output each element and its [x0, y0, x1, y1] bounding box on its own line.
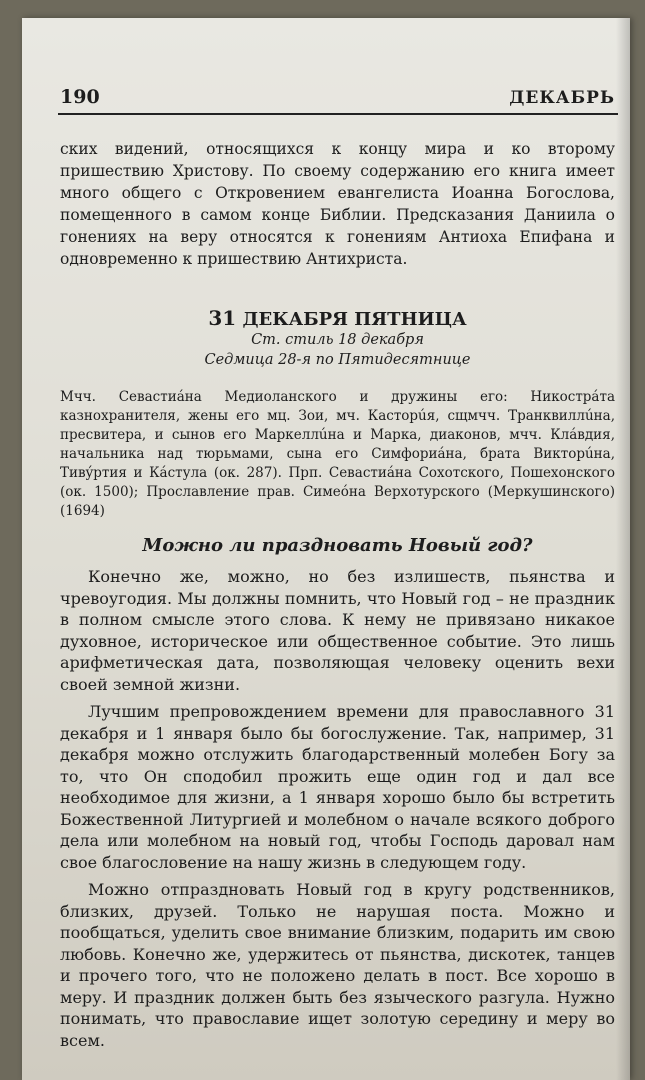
header-rule: [58, 113, 618, 115]
old-style-date: Ст. стиль 18 декабря: [251, 332, 424, 348]
page-spine-shadow: [616, 18, 630, 1080]
book-page: [22, 18, 630, 1080]
day-title: ДЕКАБРЯ ПЯТНИЦА: [242, 309, 467, 330]
body-paragraph: Можно отпраздновать Новый год в кругу родственников, близких, друзей. Только не нарушая поста. Можно и пообщаться, уделить свое внимание близким, подарить им свою любовь. Конечно же, удержитесь от пьянства, дискотек, танцев и прочего того, что не положено делать в пост. Все хорошо в меру. И праздник должен быть без языческого разгула. Нужно понимать, что православие ищет золотую середину и меру во всем.: [60, 880, 615, 1050]
body-paragraph: Конечно же, можно, но без излишеств, пьянства и чревоугодия. Мы должны помнить, что Новый год – не праздник в полном смысле этого слова. К нему не привязано никакое духовное, историческое или общественное событие. Это лишь арифметическая дата, позволяющая человеку оценить вехи своей земной жизни.: [60, 567, 615, 694]
body-paragraph: Лучшим препровождением времени для православного 31 декабря и 1 января было бы богослужение. Так, например, 31 декабря можно отслужить благодарственный молебен Богу за то, что Он сподобил прожить еще один год и дал все необходимое для жизни, а 1 января хорошо было бы встретить Божественной Литургией и молебном о начале всякого доброго дела или молебном на новый год, чтобы Господь даровал нам свое благословение на нашу жизнь в следующем году.: [60, 702, 615, 872]
page-number: 190: [60, 86, 100, 108]
day-date: 31: [208, 306, 237, 330]
page-content: [60, 138, 615, 1051]
saints-commemoration: Мчч. Севастиáна Медиоланского и дружины его: Никострáта казнохранителя, жены его мц. Зои, мч. Касторúя, сщмчч. Транквиллúна, пресвитера, и сынов его Маркеллúна и Марка, диаконов, мчч. Клáвдия, начальника над тюрьмами, сына его Симфориáна, брата Викторúна, Тивýртия и Кáстула (ок. 287). Прп. Севастиáна Сохотского, Пошехонского (ок. 1500); Прославление прав. Симеóна Верхотурского (Меркушинского) (1694): [60, 389, 615, 519]
intro-paragraph: ских видений, относящихся к концу мира и ко второму пришествию Христову. По своему содержанию его книга имеет много общего с Откровением евангелиста Иоанна Богослова, помещенного в самом конце Библии. Предсказания Даниила о гонениях на веру относятся к гонениям Антиоха Епифана и одновременно к пришествию Антихриста.: [60, 140, 615, 268]
section-heading: Можно ли праздновать Новый год?: [142, 535, 533, 556]
running-head: ДЕКАБРЬ: [509, 88, 615, 108]
day-heading: [60, 306, 615, 330]
page-header: [60, 76, 615, 108]
week-label: Седмица 28-я по Пятидесятнице: [204, 352, 471, 368]
